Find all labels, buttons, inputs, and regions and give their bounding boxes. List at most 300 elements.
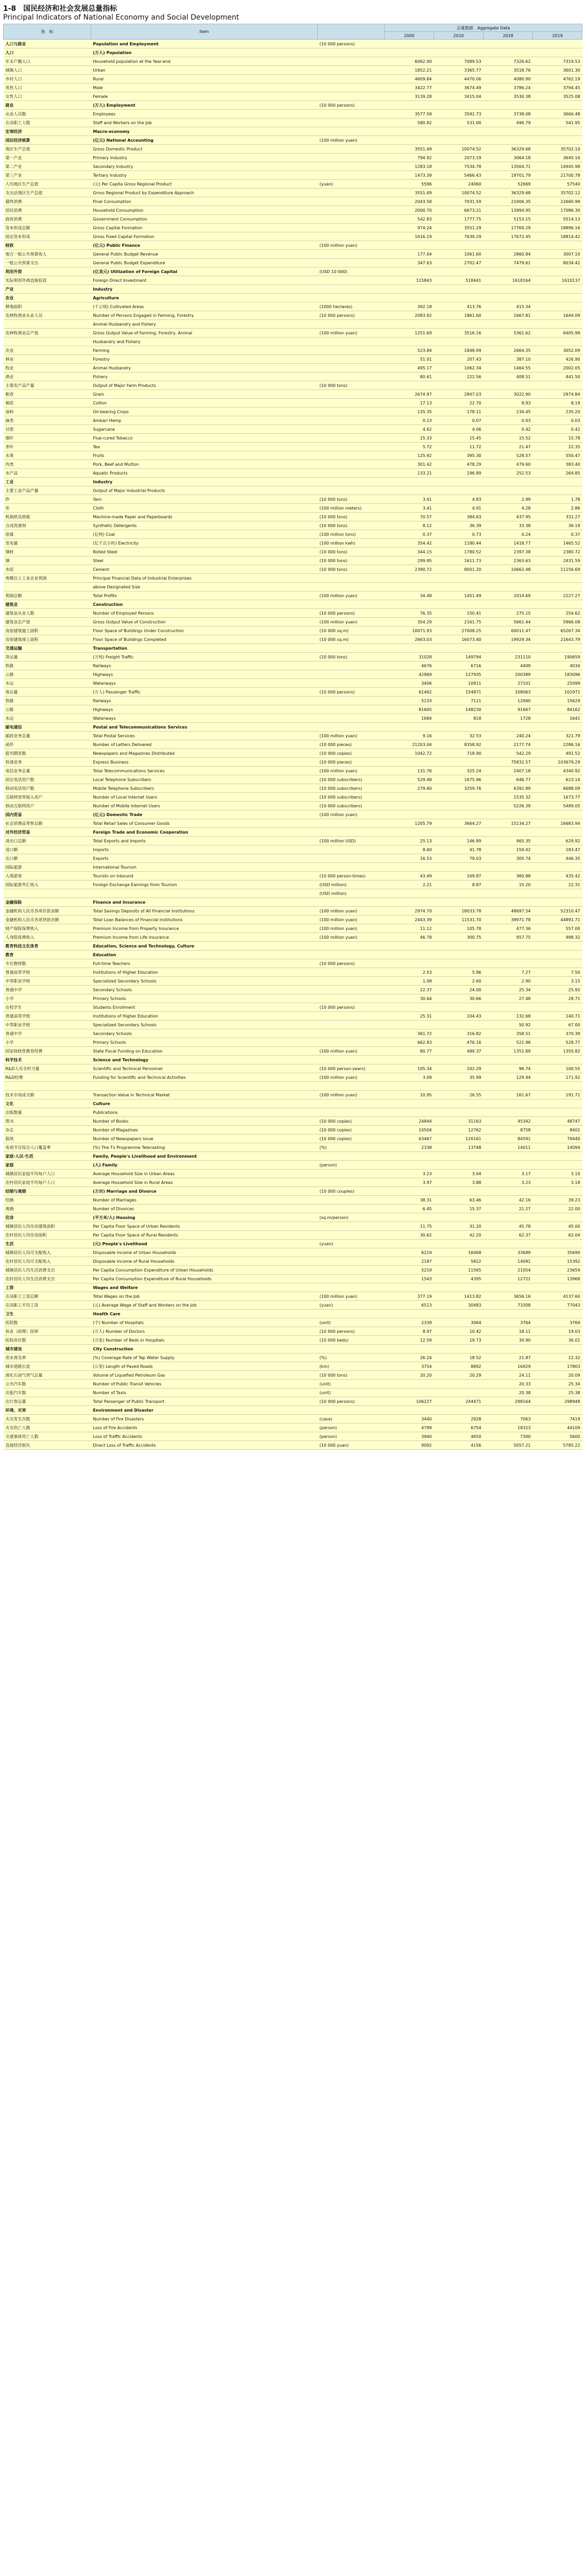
value-cell: 67.00 (533, 1021, 582, 1029)
value-cell: 3.04 (434, 1170, 484, 1178)
value-cell (434, 1161, 484, 1170)
value-cell: 441.50 (533, 372, 582, 381)
value-cell: 30483 (434, 1301, 484, 1310)
item-unit (318, 942, 385, 951)
value-cell (385, 600, 434, 609)
item-name-zh: 电视节目综合人口覆盖率 (4, 1143, 91, 1152)
value-cell: 974.24 (385, 224, 434, 232)
item-name-zh: 普通高等学校 (4, 968, 91, 977)
value-cell: 231110 (484, 653, 533, 662)
value-cell: 465.35 (484, 837, 533, 845)
item-name-zh: 生活 (4, 1240, 91, 1248)
table-row (4, 1064, 582, 1073)
item-name-en: Number of Newspapers Issue (91, 1134, 318, 1143)
value-cell: 222.56 (434, 372, 484, 381)
value-cell (434, 136, 484, 145)
value-cell: 3.15 (533, 977, 582, 986)
value-cell: 325.24 (434, 767, 484, 775)
value-cell: 2443.39 (385, 916, 434, 924)
value-cell: 84591 (484, 1134, 533, 1143)
table-row (4, 968, 582, 977)
value-cell: 5600 (533, 1432, 582, 1441)
table-row (4, 1047, 582, 1056)
value-cell: 81605 (385, 705, 434, 714)
table-row (4, 907, 582, 916)
item-name-zh: 人口 (4, 48, 91, 57)
value-cell (385, 1388, 434, 1397)
item-name-zh: 社会消费品零售总额 (4, 819, 91, 828)
item-unit (318, 443, 385, 451)
value-cell: 11531.70 (434, 916, 484, 924)
item-name-en: Average Household Size in Rural Areas (91, 1178, 318, 1187)
value-cell: 41.78 (434, 845, 484, 854)
value-cell: 18323 (484, 1423, 533, 1432)
item-name-zh: 国内贸易 (4, 810, 91, 819)
value-cell: 1451.49 (434, 591, 484, 600)
item-unit: (10 000 person-years) (318, 1064, 385, 1073)
item-name-en: Staff and Workers on the Job (91, 118, 318, 127)
value-cell: 60011.47 (484, 626, 533, 635)
value-cell: 0.37 (385, 530, 434, 539)
value-cell: 426.90 (533, 355, 582, 364)
item-unit (318, 110, 385, 118)
item-name-zh: 利润总额 (4, 591, 91, 600)
item-name-en: (亿元) National Accounting (91, 136, 318, 145)
value-cell (434, 810, 484, 819)
value-cell: 34.90 (484, 1336, 533, 1345)
value-cell: 3786.24 (484, 83, 533, 92)
value-cell (484, 285, 533, 294)
value-cell: 2380.72 (533, 548, 582, 556)
item-name-zh: 小学 (4, 994, 91, 1003)
item-unit (318, 451, 385, 460)
table-row (4, 83, 582, 92)
item-name-zh: 农林牧渔业总产值 (4, 329, 91, 337)
item-name-zh: 国际旅游外汇收入 (4, 880, 91, 889)
value-cell: 36.19 (533, 521, 582, 530)
item-name-zh: 出行客运量 (4, 1397, 91, 1406)
item-name-zh: 出版数量 (4, 1108, 91, 1117)
value-cell (484, 381, 533, 390)
value-cell (533, 1406, 582, 1415)
item-name-zh: 医院数 (4, 1318, 91, 1327)
value-cell: 21203.04 (385, 740, 434, 749)
value-cell (385, 127, 434, 136)
item-name-en: (万人) Passenger Traffic (91, 688, 318, 697)
item-name-en: General Public Budget Revenue (91, 250, 318, 259)
value-cell (434, 942, 484, 951)
item-unit: (yuan) (318, 1240, 385, 1248)
value-cell: 24.00 (434, 986, 484, 994)
item-unit (318, 285, 385, 294)
value-cell: 2073.19 (434, 154, 484, 162)
item-name-zh: 农村居民人均住房面积 (4, 1231, 91, 1240)
value-cell: 4034 (533, 662, 582, 670)
item-unit: (10 000 beds) (318, 1336, 385, 1345)
item-name-en: (亿元) Domestic Trade (91, 810, 318, 819)
value-cell: 2014.69 (484, 591, 533, 600)
item-name-zh: 杂志 (4, 1126, 91, 1134)
value-cell (484, 1240, 533, 1248)
section-row (4, 267, 582, 276)
item-name-zh: 第二产业 (4, 162, 91, 171)
value-cell: 30.66 (434, 994, 484, 1003)
value-cell: 300.75 (434, 933, 484, 942)
value-cell: 4080.90 (484, 75, 533, 83)
value-cell (385, 583, 434, 591)
value-cell: 6062.00 (385, 57, 434, 66)
value-cell: 437.95 (484, 513, 533, 521)
table-row (4, 1371, 582, 1380)
item-name-en: (万人) Number of Doctors (91, 1327, 318, 1336)
value-cell: 7479.61 (484, 259, 533, 267)
value-cell: 305.74 (484, 854, 533, 863)
item-unit (318, 469, 385, 478)
value-cell (434, 644, 484, 653)
table-row (4, 302, 582, 311)
item-name-zh: 医院床位数 (4, 1336, 91, 1345)
item-unit (318, 399, 385, 408)
value-cell (434, 1187, 484, 1196)
item-name-zh: 出口额 (4, 854, 91, 863)
value-cell: 22.35 (533, 443, 582, 451)
value-cell (484, 1187, 533, 1196)
item-unit: (10 000 tons) (318, 381, 385, 390)
table-row (4, 1021, 582, 1029)
value-cell: 1418.77 (484, 539, 533, 548)
value-cell: 106227 (385, 1397, 434, 1406)
value-cell (434, 1082, 484, 1091)
value-cell: 12721 (484, 1275, 533, 1283)
value-cell (484, 136, 533, 145)
value-cell: 0.03 (484, 416, 533, 425)
value-cell: 20.20 (385, 1371, 434, 1380)
value-cell: 11.75 (385, 1222, 434, 1231)
item-name-en: Total Loan Balances of Financial Institutions (91, 916, 318, 924)
item-unit: (10 000 persons) (318, 101, 385, 110)
item-name-zh: 教育 (4, 951, 91, 959)
value-cell (434, 1345, 484, 1353)
table-row (4, 565, 582, 574)
value-cell: 0.03 (533, 416, 582, 425)
value-cell: 21.47 (484, 443, 533, 451)
section-row (4, 1345, 582, 1353)
value-cell (484, 267, 533, 276)
item-name-en: Secondary Schools (91, 1029, 318, 1038)
value-cell: 183.47 (533, 845, 582, 854)
value-cell: 36329.68 (484, 145, 533, 154)
value-cell: 14091 (484, 1257, 533, 1266)
value-cell: 5233 (385, 697, 434, 705)
item-unit (318, 434, 385, 443)
value-cell: 8034.42 (533, 259, 582, 267)
value-cell: 1413.82 (434, 1292, 484, 1301)
value-cell: 22.37 (385, 986, 434, 994)
item-name-en: Pork, Beef and Mutton (91, 460, 318, 469)
item-name-zh: 液化石油气供气总量 (4, 1371, 91, 1380)
value-cell: 63467 (385, 1134, 434, 1143)
value-cell: 42969 (385, 670, 434, 679)
item-unit: (10 000 tons) (318, 556, 385, 565)
item-name-en: Specialized Secondary Schools (91, 977, 318, 986)
value-cell (385, 1406, 434, 1415)
section-row (4, 1056, 582, 1064)
value-cell: 10662.48 (484, 565, 533, 574)
item-name-zh: 金融保险 (4, 898, 91, 907)
item-unit: (10 000 yuan) (318, 1441, 385, 1450)
item-name-zh: 一般公共预算支出 (4, 259, 91, 267)
value-cell: 5361.62 (484, 329, 533, 337)
item-unit (318, 337, 385, 346)
value-cell: 4395 (434, 1275, 484, 1283)
item-name-en: Gross Output Value of Construction (91, 618, 318, 626)
value-cell (385, 1152, 434, 1161)
item-name-zh: 教育科技文化体育 (4, 942, 91, 951)
value-cell: 15.33 (385, 434, 434, 443)
value-cell: 22.31 (533, 880, 582, 889)
value-cell: 6716 (434, 662, 484, 670)
value-cell: 3577.58 (385, 110, 434, 118)
value-cell: 0.23 (385, 416, 434, 425)
item-name-zh: 快递业务 (4, 758, 91, 767)
table-row (4, 443, 582, 451)
value-cell: 2.99 (484, 495, 533, 504)
table-row (4, 1222, 582, 1231)
value-cell: 14011 (484, 1143, 533, 1152)
value-cell: 6673.21 (434, 206, 484, 215)
value-cell: 30.62 (385, 1231, 434, 1240)
table-row (4, 1091, 582, 1099)
item-name-en: (万人) Employment (91, 101, 318, 110)
item-name-en: Forestry (91, 355, 318, 364)
value-cell: 8.97 (385, 1327, 434, 1336)
item-name-zh: 农村居民人均生活消费支出 (4, 1275, 91, 1283)
item-unit (318, 1038, 385, 1047)
value-cell (533, 828, 582, 837)
item-name-en (91, 889, 318, 898)
table-row (4, 311, 582, 320)
value-cell (434, 898, 484, 907)
item-unit (318, 372, 385, 381)
value-cell: 146.89 (434, 837, 484, 845)
item-unit (318, 154, 385, 162)
section-row (4, 40, 582, 48)
value-cell (385, 486, 434, 495)
item-name-en: Tertiary Industry (91, 171, 318, 180)
item-name-zh: 男性人口 (4, 83, 91, 92)
value-cell: 15.20 (484, 880, 533, 889)
table-row (4, 145, 582, 154)
item-name-en: Number of Magazines (91, 1126, 318, 1134)
value-cell: 18033.78 (434, 907, 484, 916)
value-cell: 13994.95 (484, 206, 533, 215)
item-unit (318, 390, 385, 399)
item-name-en: Cement (91, 565, 318, 574)
value-cell (484, 942, 533, 951)
value-cell: 3.18 (533, 1178, 582, 1187)
value-cell: 10.42 (434, 1327, 484, 1336)
value-cell: 26.55 (434, 1091, 484, 1099)
item-unit (318, 705, 385, 714)
item-unit: (10 000 subscribers) (318, 802, 385, 810)
value-cell: 1543 (385, 1275, 434, 1283)
item-name-zh: 农村居民家庭平均每户人口 (4, 1178, 91, 1187)
item-unit: (10 000 tons) (318, 653, 385, 662)
table-row (4, 775, 582, 784)
item-name-en: Gross Output Value of Farming, Forestry, Animal (91, 329, 318, 337)
item-unit (318, 232, 385, 241)
value-cell: 11156.69 (533, 565, 582, 574)
table-row (4, 1327, 582, 1336)
value-cell: 3.10 (533, 1170, 582, 1178)
table-row (4, 1117, 582, 1126)
item-unit (318, 670, 385, 679)
value-cell (484, 810, 533, 819)
column-header-year: 2000 (385, 32, 434, 40)
value-cell: 4762.19 (533, 75, 582, 83)
item-name-en: Government Consumption (91, 215, 318, 224)
table-row (4, 740, 582, 749)
item-name-zh: 火灾伤亡人数 (4, 1423, 91, 1432)
value-cell (385, 320, 434, 329)
item-name-zh: 房屋建筑施工面积 (4, 626, 91, 635)
value-cell (533, 1213, 582, 1222)
item-name-en: Wages and Welfare (91, 1283, 318, 1292)
item-unit (318, 644, 385, 653)
item-name-zh: 火灾发生次数 (4, 1415, 91, 1423)
item-unit (318, 994, 385, 1003)
value-cell (434, 486, 484, 495)
value-cell (434, 1388, 484, 1397)
item-name-en: Disposable Income of Urban Households (91, 1248, 318, 1257)
value-cell: 10911 (434, 679, 484, 688)
value-cell (484, 889, 533, 898)
item-unit: (person) (318, 1161, 385, 1170)
item-unit: (case) (318, 1415, 385, 1423)
value-cell: 2663.03 (385, 635, 434, 644)
table-row (4, 1231, 582, 1240)
item-unit: (10 000 tons) (318, 513, 385, 521)
section-row (4, 1406, 582, 1415)
value-cell (385, 136, 434, 145)
value-cell: 0.73 (434, 530, 484, 539)
item-unit: (10 000 subscribers) (318, 793, 385, 802)
value-cell: 3064 (434, 1318, 484, 1327)
value-cell: 541.95 (533, 118, 582, 127)
item-name-zh: 原煤 (4, 530, 91, 539)
item-unit (318, 75, 385, 83)
value-cell: 301.42 (385, 460, 434, 469)
table-row (4, 1432, 582, 1441)
value-cell (533, 1345, 582, 1353)
item-name-en: Tea (91, 443, 318, 451)
value-cell (533, 337, 582, 346)
item-unit (318, 1178, 385, 1187)
table-row (4, 118, 582, 127)
value-cell: 5785.22 (533, 1441, 582, 1450)
item-name-en: (元) People's Livelihood (91, 1240, 318, 1248)
value-cell (533, 889, 582, 898)
item-name-en: Grain (91, 390, 318, 399)
value-cell (533, 486, 582, 495)
value-cell (533, 1240, 582, 1248)
value-cell: 354.29 (385, 618, 434, 626)
item-unit: (10 000 tons) (318, 521, 385, 530)
item-name-en: Express Business (91, 758, 318, 767)
value-cell: 6405.99 (533, 329, 582, 337)
item-name-zh: 房屋建筑竣工面积 (4, 635, 91, 644)
value-cell: 531.00 (434, 118, 484, 127)
item-unit (318, 1406, 385, 1415)
item-unit (318, 1012, 385, 1021)
value-cell: 159.42 (484, 845, 533, 854)
table-row (4, 583, 582, 591)
value-cell (533, 1310, 582, 1318)
item-unit (318, 1056, 385, 1064)
item-unit: (10 000 couples) (318, 1187, 385, 1196)
item-unit (318, 48, 385, 57)
value-cell: 131.76 (385, 767, 434, 775)
value-cell: 1473.39 (385, 171, 434, 180)
value-cell: 100.55 (533, 1064, 582, 1073)
table-row (4, 1073, 582, 1082)
item-unit: (10 000 subscribers) (318, 775, 385, 784)
item-unit (318, 294, 385, 302)
item-unit (318, 986, 385, 994)
item-unit: (100 million yuan) (318, 591, 385, 600)
value-cell (533, 267, 582, 276)
item-name-zh: 地方一般公共预算收入 (4, 250, 91, 259)
value-cell (385, 1082, 434, 1091)
item-name-en: Imports (91, 845, 318, 854)
value-cell: 8758 (484, 1126, 533, 1134)
value-cell (533, 478, 582, 486)
value-cell: 79.03 (434, 854, 484, 863)
value-cell: 358.51 (484, 1029, 533, 1038)
value-cell: 496.79 (484, 118, 533, 127)
value-cell: 2083.92 (385, 311, 434, 320)
value-cell: 1062.34 (434, 364, 484, 372)
table-row (4, 1301, 582, 1310)
value-cell: 629.92 (533, 837, 582, 845)
value-cell: 3674.49 (434, 83, 484, 92)
value-cell: 479.60 (484, 460, 533, 469)
item-unit: (10 000 tons) (318, 565, 385, 574)
value-cell: 25099 (533, 679, 582, 688)
item-name-en: Waterways (91, 714, 318, 723)
item-unit: (10 000 persons) (318, 1327, 385, 1336)
value-cell: 2.53 (385, 968, 434, 977)
item-unit: (USD million) (318, 880, 385, 889)
item-name-en (91, 1082, 318, 1091)
value-cell: 4.06 (434, 425, 484, 434)
value-cell: 3365.77 (434, 66, 484, 75)
value-cell (385, 1283, 434, 1292)
value-cell: 3940 (385, 1432, 434, 1441)
table-row (4, 416, 582, 425)
table-row (4, 372, 582, 381)
item-name-zh: 钢 (4, 556, 91, 565)
item-unit (318, 977, 385, 986)
value-cell (385, 40, 434, 48)
table-row (4, 845, 582, 854)
value-cell: 7.50 (533, 968, 582, 977)
value-cell (434, 758, 484, 767)
item-name-zh (4, 1082, 91, 1091)
value-cell: 36.01 (533, 1336, 582, 1345)
value-cell: 3666.48 (533, 110, 582, 118)
value-cell: 518441 (434, 276, 484, 285)
